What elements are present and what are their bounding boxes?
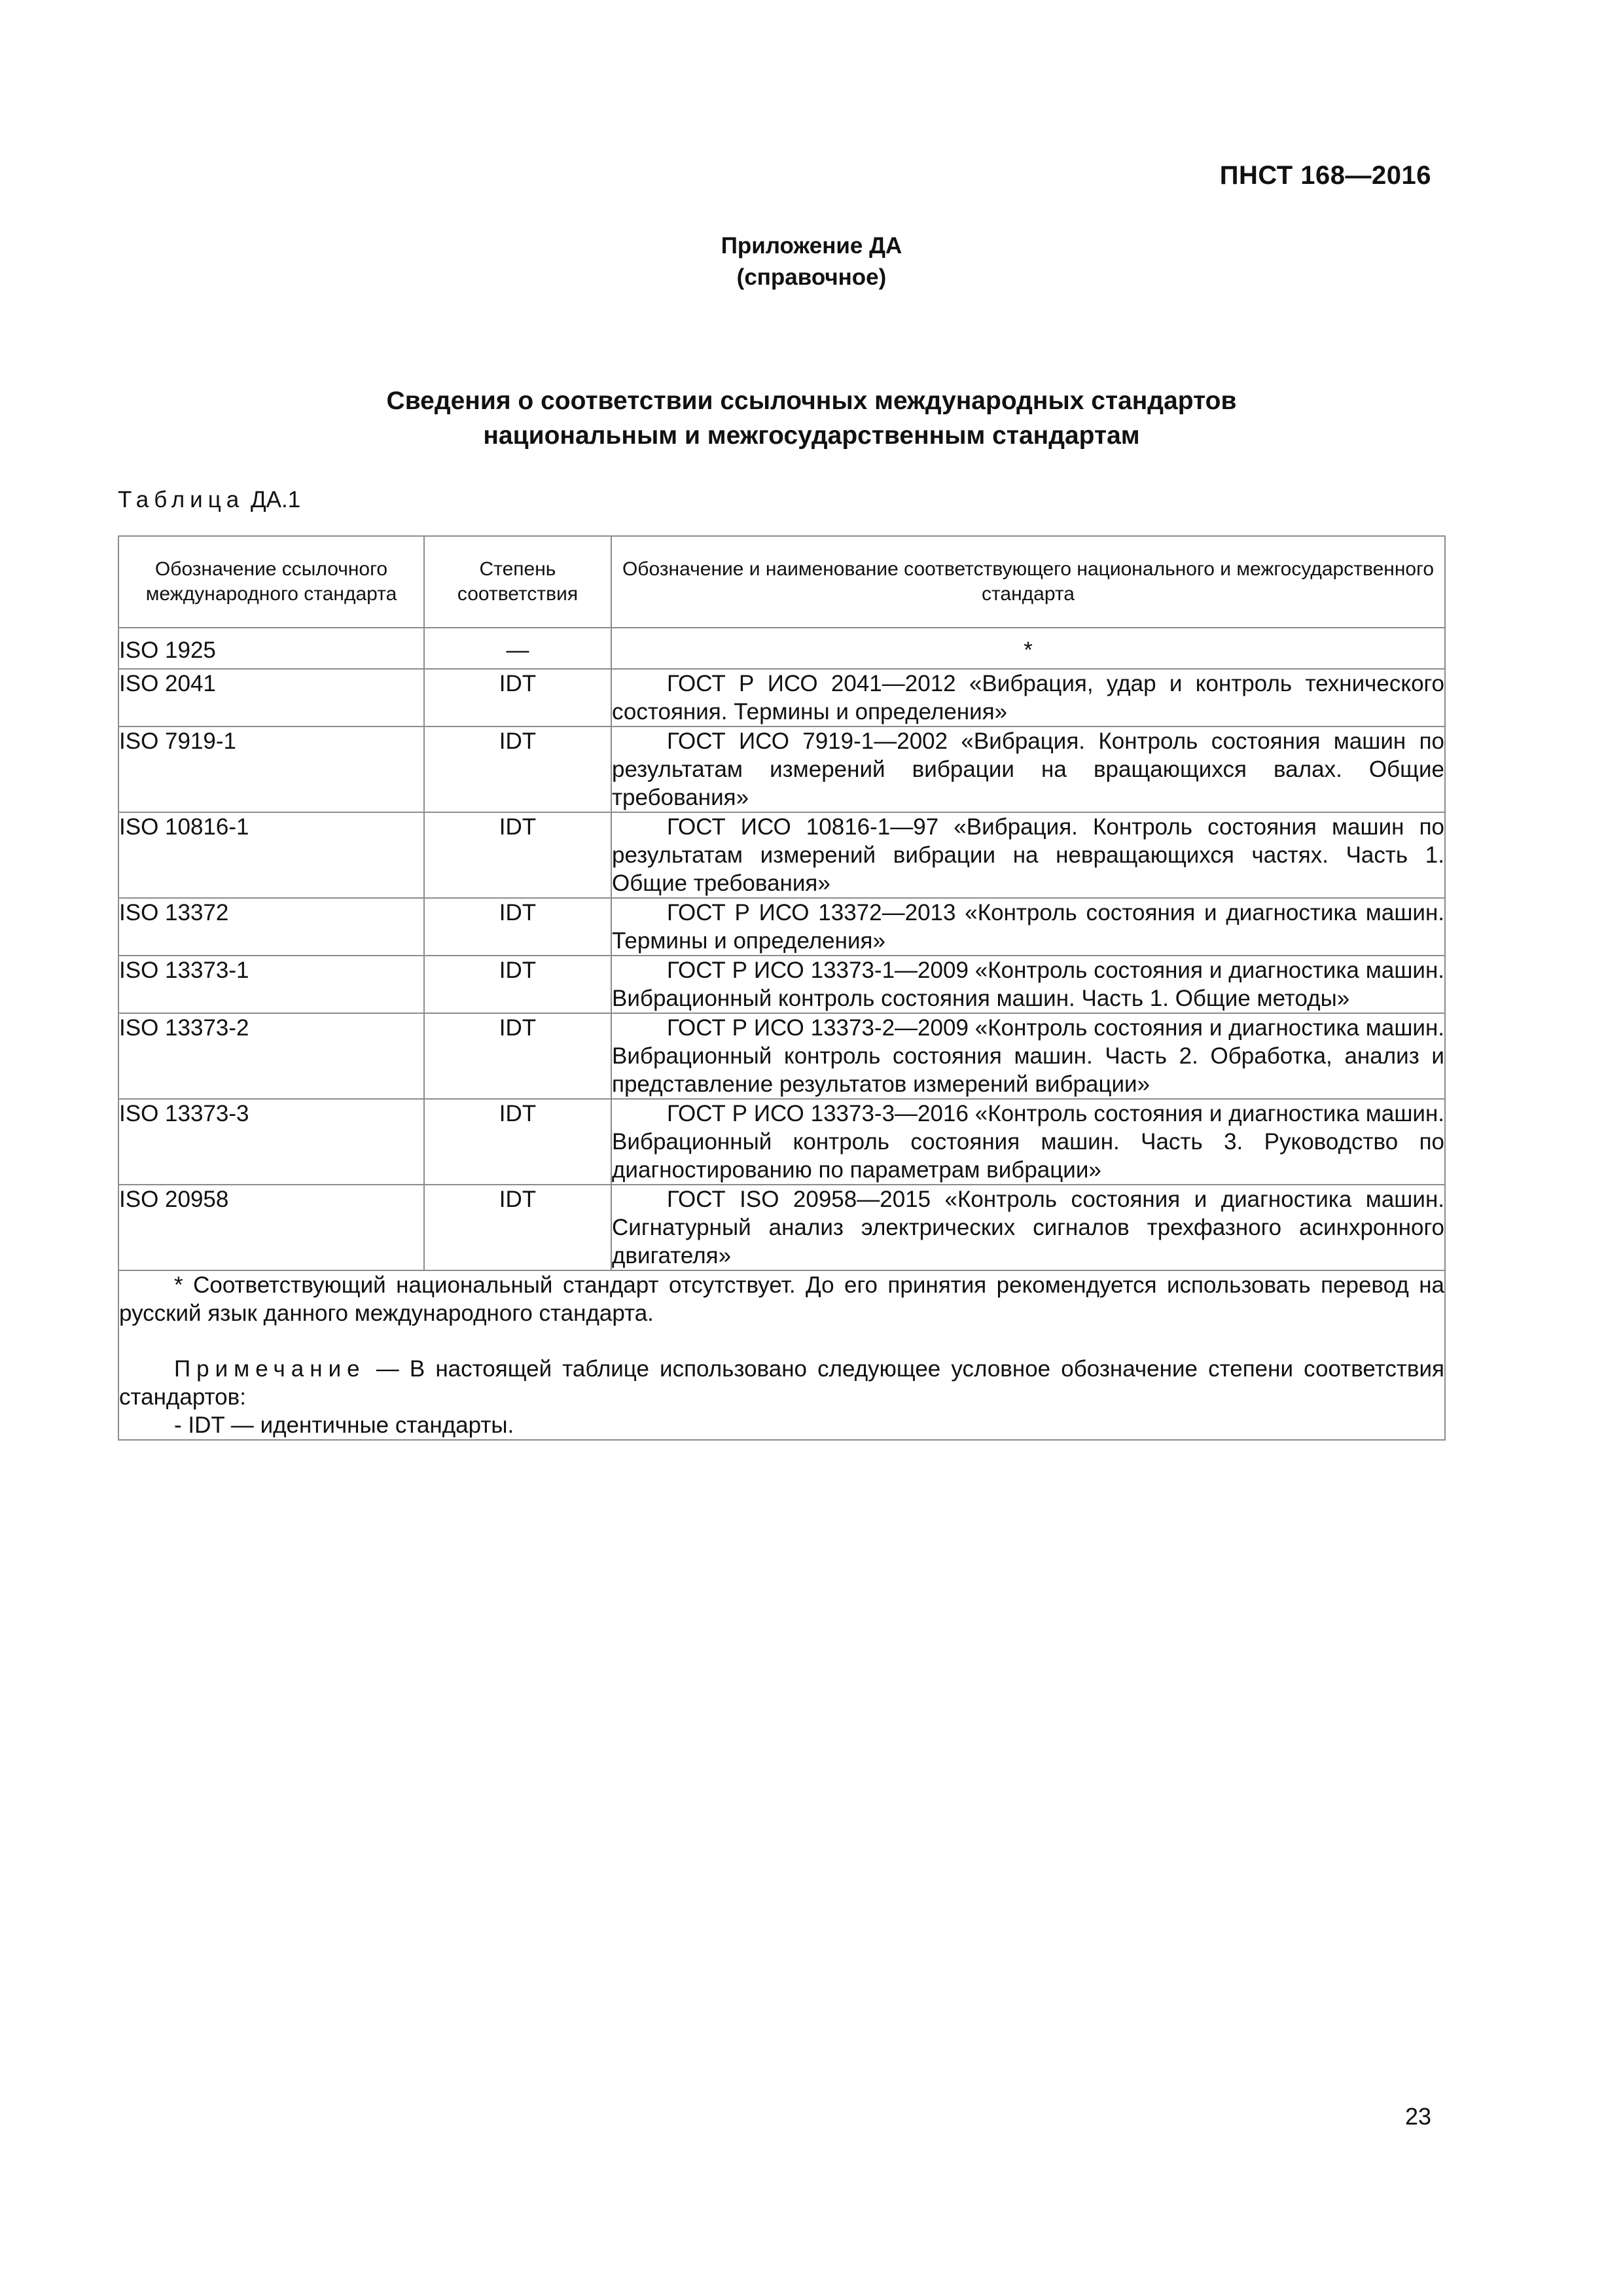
cell-national: ГОСТ Р ИСО 2041—2012 «Вибрация, удар и контроль технического состояния. Термины и определения» (611, 669, 1445, 726)
table-row (118, 628, 1445, 669)
header-degree: Степень соответствия (424, 536, 611, 628)
table-row (118, 812, 1445, 898)
cell-standard: ISO 13372 (118, 898, 424, 956)
note (119, 1355, 1444, 1411)
cell-degree: IDT (424, 1185, 611, 1270)
section-title-line-1: Сведения о соответствии ссылочных международных стандартов (386, 387, 1237, 415)
note-text: — В настоящей таблице использовано следующее условное обозначение степени соответствия стандартов: (119, 1356, 1444, 1410)
section-title (0, 384, 1623, 453)
header-international-standard: Обозначение ссылочного международного стандарта (118, 536, 424, 628)
appendix-heading (0, 230, 1623, 293)
cell-standard: ISO 20958 (118, 1185, 424, 1270)
cell-national: ГОСТ ISO 20958—2015 «Контроль состояния и диагностика машин. Сигнатурный анализ электрических сигналов трехфазного асинхронного двигателя» (611, 1185, 1445, 1270)
cell-standard: ISO 7919-1 (118, 726, 424, 812)
table-row (118, 1099, 1445, 1185)
cell-standard: ISO 13373-1 (118, 956, 424, 1013)
cell-standard: ISO 1925 (118, 628, 424, 669)
cell-national: ГОСТ Р ИСО 13373-3—2016 «Контроль состояния и диагностика машин. Вибрационный контроль состояния машин. Часть 3. Руководство по диагностированию по параметрам вибрации» (611, 1099, 1445, 1185)
table-caption-number: ДА.1 (250, 487, 301, 512)
cell-degree: IDT (424, 726, 611, 812)
table-row (118, 1013, 1445, 1099)
cell-national: ГОСТ Р ИСО 13373-2—2009 «Контроль состояния и диагностика машин. Вибрационный контроль состояния машин. Часть 2. Обработка, анализ и представление результатов измерений вибрации» (611, 1013, 1445, 1099)
cell-national: ГОСТ Р ИСО 13373-1—2009 «Контроль состояния и диагностика машин. Вибрационный контроль состояния машин. Часть 1. Общие методы» (611, 956, 1445, 1013)
cell-degree: IDT (424, 956, 611, 1013)
cell-degree: — (424, 628, 611, 669)
correspondence-table (118, 535, 1446, 1441)
page-number: 23 (1404, 2103, 1431, 2130)
table-caption-word: Таблица (118, 487, 245, 512)
table-row (118, 898, 1445, 956)
appendix-type: (справочное) (736, 264, 887, 290)
cell-standard: ISO 13373-3 (118, 1099, 424, 1185)
cell-degree: IDT (424, 1099, 611, 1185)
cell-national: ГОСТ Р ИСО 13372—2013 «Контроль состояния и диагностика машин. Термины и определения» (611, 898, 1445, 956)
cell-national: ГОСТ ИСО 10816-1—97 «Вибрация. Контроль состояния машин по результатам измерений вибрации на невращающихся частях. Часть 1. Общие требования» (611, 812, 1445, 898)
cell-degree: IDT (424, 669, 611, 726)
cell-national: * (611, 628, 1445, 669)
cell-degree: IDT (424, 1013, 611, 1099)
cell-national: ГОСТ ИСО 7919-1—2002 «Вибрация. Контроль состояния машин по результатам измерений вибрации на вращающихся валах. Общие требования» (611, 726, 1445, 812)
cell-degree: IDT (424, 812, 611, 898)
cell-degree: IDT (424, 898, 611, 956)
table-notes (118, 1270, 1445, 1440)
cell-standard: ISO 13373-2 (118, 1013, 424, 1099)
cell-standard: ISO 10816-1 (118, 812, 424, 898)
appendix-label: Приложение ДА (721, 233, 902, 259)
section-title-line-2: национальным и межгосударственным стандартам (483, 422, 1140, 450)
note-spacer (119, 1327, 1444, 1355)
document-code: ПНСТ 168—2016 (1219, 161, 1431, 190)
cell-standard: ISO 2041 (118, 669, 424, 726)
table-row (118, 1185, 1445, 1270)
table-header-row (118, 536, 1445, 628)
table-notes-row (118, 1270, 1445, 1440)
note-item: - IDT — идентичные стандарты. (174, 1412, 514, 1438)
table-row (118, 726, 1445, 812)
header-national-standard: Обозначение и наименование соответствующего национального и межгосударственного стандарта (611, 536, 1445, 628)
table-row (118, 669, 1445, 726)
table-row (118, 956, 1445, 1013)
note-label: Примечание (174, 1356, 366, 1382)
table-caption (118, 487, 300, 513)
footnote: * Соответствующий национальный стандарт отсутствует. До его принятия рекомендуется использовать перевод на русский язык данного международного стандарта. (119, 1272, 1444, 1326)
